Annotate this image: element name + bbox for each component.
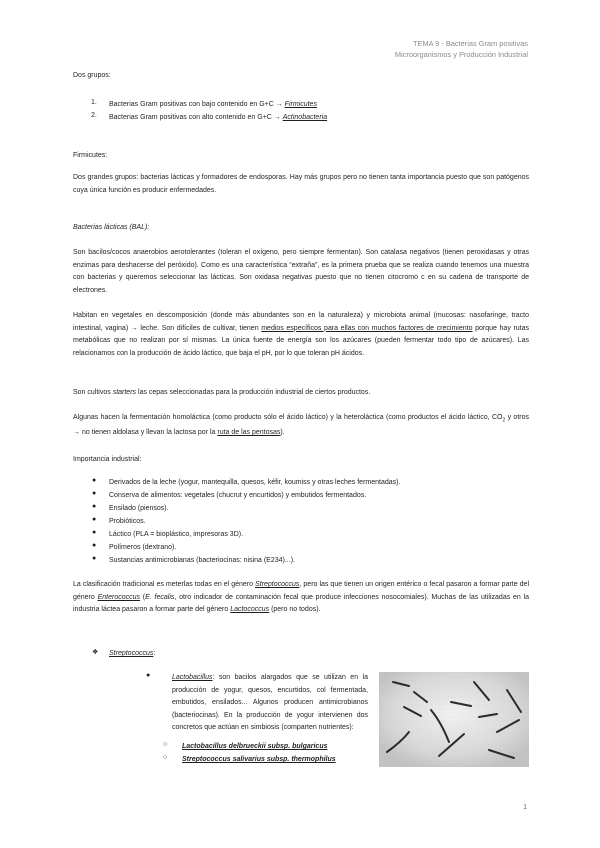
bullet-icon: ●	[92, 490, 97, 497]
bullet-icon: ●	[146, 672, 151, 679]
header-topic: TEMA 9 - Bacterias Gram positivas	[413, 39, 528, 48]
list-item: Láctico (PLA = bioplástico, impresoras 3D).	[109, 531, 244, 538]
clasificacion-paragraph: La clasificación tradicional es meterlas todas en el género Streptococcus, pero las que tienen un origen entérico o fecal pasaron a formar parte del género Enterococcus (E. fecalis, otro indicador de contaminación fecal que produce infecciones nosocomiales). Muchas de las utilizadas en la industria láctea pasaron a formar parte del género Lactococcus (pero no todos).	[73, 581, 530, 614]
page-header	[395, 38, 528, 60]
firmicutes-link: Firmicutes	[284, 101, 317, 108]
list-item: Polímeros (dextrano).	[109, 544, 177, 551]
lactobacillus-paragraph: Lactobacillus: son bacilos alargados que se utilizan en la producción de yogur, quesos, encurtidos, col fermentada, embutidos, ensilados... Algunos producen antimicrobianos (bacteriocinas). En la producción de yogur intervienen dos concretos que actúan en simbiosis (comparten nutrientes):	[172, 674, 368, 732]
header-course: Microorganismos y Producción Industrial	[394, 50, 528, 59]
importancia-title: Importancia industrial:	[73, 456, 142, 463]
bullet-icon: ●	[92, 516, 97, 523]
circle-bullet-icon: ○	[163, 754, 168, 761]
bullet-icon: ●	[92, 555, 97, 562]
bullet-icon: ●	[92, 529, 97, 536]
list-number: 2.	[91, 112, 97, 119]
page-number: 1	[523, 804, 527, 811]
dos-grupos-title: Dos grupos:	[73, 72, 111, 79]
list-item: Probióticos.	[109, 518, 146, 525]
bal-paragraph-2: Habitan en vegetales en descomposición (donde más abundantes son en la naturaleza) y microbiota animal (mucosas: nasofaringe, tracto intestinal, vagina) → leche. Son difíciles de cultivar, tienen medios específicos para ellas con muchos factores de crecimiento porque hay rutas metabólicas que no realizan por sí mismas. La única fuente de energía son los azúcares (pueden fermentar todo tipo de azúcares). Las relacionamos con la producción de ácido láctico, que baja el pH, por lo que toleran pH ácidos.	[73, 312, 530, 357]
bal-paragraph-1: Son bacilos/cocos anaerobios aerotolerantes (toleran el oxígeno, pero siempre fermentan). Son catalasa negativos (tienen peroxidasas y otras enzimas para deshacerse del peróxido). Como es una característica “extraña”, es la primera prueba que se realiza cuando tenemos una muestra con bacterias y queremos seleccionar las lácticas. Son oxidasa negativas puesto que no tienen citocromo c en su cadena de transporte de electrones.	[73, 249, 529, 294]
bullet-icon: ●	[92, 542, 97, 549]
list-item: Sustancias antimicrobianas (bacteriocinas: nisina (E234)...).	[109, 557, 295, 564]
bacteria-micrograph-image	[379, 672, 529, 767]
list-item: Bacterias Gram positivas con alto contenido en G+C → Actinobacteria	[109, 114, 328, 121]
sub-list-item: Lactobacillus delbrueckii subsp. bulgaricus	[182, 743, 328, 750]
list-item: Bacterias Gram positivas con bajo contenido en G+C → Firmicutes	[109, 101, 317, 108]
bal-title: Bacterias lácticas (BAL):	[73, 224, 150, 231]
list-number: 1.	[91, 99, 97, 106]
list-item: Conserva de alimentos: vegetales (chucrut y encurtidos) y embutidos fermentados.	[109, 492, 367, 499]
firmicutes-title: Firmicutes:	[73, 152, 108, 159]
firmicutes-paragraph: Dos grandes grupos: bacterias lácticas y formadores de endosporas. Hay más grupos pero no tienen tanta importancia puesto que son patógenos cuya única función es producir enfermedades.	[73, 174, 529, 194]
streptococcus-heading: Streptococcus:	[109, 650, 156, 657]
diamond-bullet-icon: ❖	[92, 649, 99, 656]
list-item: Derivados de la leche (yogur, mantequilla, quesos, kéfir, koumiss y otras leches fermentadas).	[109, 479, 401, 486]
circle-bullet-icon: ○	[163, 741, 168, 748]
actinobacteria-link: Actinobacteria	[282, 114, 328, 121]
bal-paragraph-3: Son cultivos starters las cepas seleccionadas para la producción industrial de ciertos productos.	[73, 389, 371, 396]
bal-paragraph-4: Algunas hacen la fermentación homoláctica (como producto sólo el ácido láctico) y la heteroláctica (como productos el ácido láctico, $CO_2$ y otros → no tienen aldolasa y llevan la lactosa por la ruta de las pentosas).	[73, 414, 529, 436]
bullet-icon: ●	[92, 503, 97, 510]
list-item: Ensilado (piensos).	[109, 505, 169, 512]
bullet-icon: ●	[92, 477, 97, 484]
sub-list-item: Streptococcus salivarius subsp. thermophilus	[182, 756, 336, 763]
